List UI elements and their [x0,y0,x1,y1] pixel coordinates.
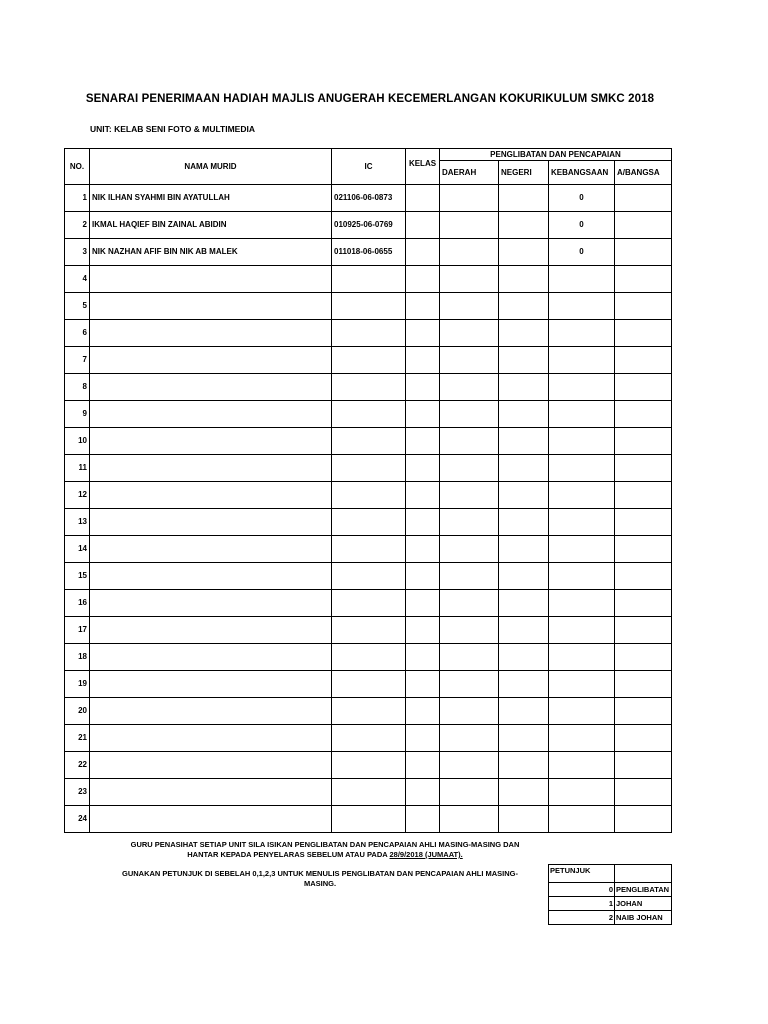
cell-negeri[interactable] [499,266,549,293]
cell-antarabangsa[interactable] [615,752,672,779]
cell-antarabangsa[interactable] [615,806,672,833]
legend-row [549,897,672,911]
note-submit-line1: GURU PENASIHAT SETIAP UNIT SILA ISIKAN PENGLIBATAN DAN PENCAPAIAN AHLI MASING-MASING DAN [130,840,520,849]
cell-ic[interactable] [332,266,406,293]
cell-negeri[interactable] [499,536,549,563]
cell-kelas[interactable] [406,725,440,752]
cell-kebangsaan[interactable] [549,509,615,536]
cell-no: 8 [65,374,90,401]
cell-kelas[interactable] [406,617,440,644]
cell-nama-murid[interactable] [90,725,332,752]
cell-no: 19 [65,671,90,698]
cell-negeri[interactable] [499,698,549,725]
cell-kelas[interactable] [406,374,440,401]
cell-no: 10 [65,428,90,455]
cell-no: 16 [65,590,90,617]
table-row [65,590,672,617]
cell-nama-murid[interactable] [90,482,332,509]
cell-ic[interactable] [332,320,406,347]
cell-no: 4 [65,266,90,293]
cell-nama-murid[interactable] [90,455,332,482]
cell-kelas[interactable] [406,590,440,617]
header-ic: IC [332,149,406,185]
cell-nama-murid[interactable] [90,320,332,347]
cell-antarabangsa[interactable] [615,347,672,374]
cell-ic[interactable] [332,806,406,833]
table-row [65,293,672,320]
cell-antarabangsa[interactable] [615,428,672,455]
cell-antarabangsa[interactable] [615,698,672,725]
cell-kebangsaan[interactable]: 0 [549,185,615,212]
cell-no: 15 [65,563,90,590]
table-row [65,617,672,644]
cell-no: 20 [65,698,90,725]
cell-daerah[interactable] [440,428,499,455]
cell-nama-murid[interactable]: IKMAL HAQIEF BIN ZAINAL ABIDIN [90,212,332,239]
cell-no: 23 [65,779,90,806]
cell-antarabangsa[interactable] [615,401,672,428]
cell-nama-murid[interactable] [90,536,332,563]
cell-no: 12 [65,482,90,509]
cell-negeri[interactable] [499,806,549,833]
cell-ic[interactable] [332,401,406,428]
cell-ic[interactable] [332,509,406,536]
cell-no: 1 [65,185,90,212]
cell-kelas[interactable] [406,212,440,239]
cell-antarabangsa[interactable] [615,779,672,806]
cell-negeri[interactable] [499,617,549,644]
cell-nama-murid[interactable] [90,374,332,401]
cell-antarabangsa[interactable] [615,320,672,347]
cell-antarabangsa[interactable] [615,293,672,320]
cell-ic[interactable] [332,779,406,806]
legend-header-empty [615,865,672,883]
cell-kebangsaan[interactable]: 0 [549,212,615,239]
cell-negeri[interactable] [499,347,549,374]
header-no: NO. [65,149,90,185]
instruction-note-legend [90,869,550,889]
legend-number: 0 [549,883,615,897]
cell-kelas[interactable] [406,806,440,833]
table-row [65,320,672,347]
cell-nama-murid[interactable] [90,293,332,320]
cell-kelas[interactable] [406,482,440,509]
cell-negeri[interactable] [499,212,549,239]
cell-negeri[interactable] [499,590,549,617]
cell-nama-murid[interactable] [90,752,332,779]
cell-nama-murid[interactable] [90,266,332,293]
table-row [65,509,672,536]
cell-daerah[interactable] [440,644,499,671]
cell-kelas[interactable] [406,401,440,428]
cell-no: 18 [65,644,90,671]
cell-negeri[interactable] [499,725,549,752]
cell-antarabangsa[interactable] [615,563,672,590]
cell-ic[interactable] [332,293,406,320]
cell-negeri[interactable] [499,428,549,455]
note-legend-line2: MASING. [303,879,337,888]
cell-kelas[interactable] [406,185,440,212]
table-row [65,671,672,698]
cell-negeri[interactable] [499,752,549,779]
cell-kebangsaan[interactable] [549,266,615,293]
cell-ic[interactable] [332,671,406,698]
table-row [65,806,672,833]
cell-nama-murid[interactable]: NIK ILHAN SYAHMI BIN AYATULLAH [90,185,332,212]
cell-kelas[interactable] [406,428,440,455]
cell-kelas[interactable] [406,536,440,563]
cell-antarabangsa[interactable] [615,374,672,401]
cell-kebangsaan[interactable] [549,671,615,698]
cell-daerah[interactable] [440,374,499,401]
legend-text: NAIB JOHAN [615,911,672,925]
cell-antarabangsa[interactable] [615,509,672,536]
cell-kebangsaan[interactable] [549,563,615,590]
cell-ic[interactable] [332,644,406,671]
cell-ic[interactable]: 011018-06-0655 [332,239,406,266]
table-row [65,698,672,725]
cell-ic[interactable] [332,374,406,401]
table-row [65,725,672,752]
cell-no: 6 [65,320,90,347]
cell-no: 5 [65,293,90,320]
cell-negeri[interactable] [499,671,549,698]
cell-antarabangsa[interactable] [615,725,672,752]
cell-kebangsaan[interactable] [549,401,615,428]
cell-daerah[interactable] [440,752,499,779]
cell-daerah[interactable] [440,185,499,212]
cell-kebangsaan[interactable] [549,698,615,725]
cell-no: 3 [65,239,90,266]
cell-daerah[interactable] [440,617,499,644]
instruction-note-submit [90,840,560,860]
cell-kebangsaan[interactable] [549,590,615,617]
cell-nama-murid[interactable] [90,428,332,455]
cell-nama-murid[interactable] [90,698,332,725]
cell-kelas[interactable] [406,779,440,806]
cell-negeri[interactable] [499,509,549,536]
cell-negeri[interactable] [499,779,549,806]
table-row [65,347,672,374]
table-row [65,563,672,590]
cell-daerah[interactable] [440,266,499,293]
cell-kelas[interactable] [406,239,440,266]
submission-deadline: 28/9/2018 (JUMAAT). [389,850,463,859]
cell-daerah[interactable] [440,671,499,698]
legend-row [549,911,672,925]
cell-nama-murid[interactable] [90,671,332,698]
cell-antarabangsa[interactable] [615,617,672,644]
header-antarabangsa: A/BANGSA [615,161,672,185]
cell-ic[interactable] [332,698,406,725]
cell-daerah[interactable] [440,725,499,752]
cell-daerah[interactable] [440,590,499,617]
cell-kelas[interactable] [406,644,440,671]
cell-kebangsaan[interactable]: 0 [549,239,615,266]
note-submit-line2: HANTAR KEPADA PENYELARAS SEBELUM ATAU PADA [187,850,388,859]
cell-negeri[interactable] [499,185,549,212]
legend-header-row [549,865,672,883]
cell-nama-murid[interactable] [90,617,332,644]
table-row [65,779,672,806]
table-row [65,212,672,239]
cell-daerah[interactable] [440,806,499,833]
cell-nama-murid[interactable]: NIK NAZHAN AFIF BIN NIK AB MALEK [90,239,332,266]
cell-daerah[interactable] [440,779,499,806]
cell-kelas[interactable] [406,752,440,779]
cell-daerah[interactable] [440,347,499,374]
cell-negeri[interactable] [499,644,549,671]
table-row [65,536,672,563]
cell-ic[interactable]: 021106-06-0873 [332,185,406,212]
cell-nama-murid[interactable] [90,779,332,806]
cell-kebangsaan[interactable] [549,455,615,482]
table-row [65,266,672,293]
table-row [65,185,672,212]
cell-no: 9 [65,401,90,428]
table-row [65,482,672,509]
cell-nama-murid[interactable] [90,644,332,671]
cell-daerah[interactable] [440,212,499,239]
cell-ic[interactable] [332,752,406,779]
cell-no: 14 [65,536,90,563]
cell-kebangsaan[interactable] [549,428,615,455]
cell-no: 7 [65,347,90,374]
cell-no: 17 [65,617,90,644]
cell-no: 13 [65,509,90,536]
cell-kelas[interactable] [406,671,440,698]
table-row [65,374,672,401]
legend-title: PETUNJUK [549,865,615,883]
cell-kelas[interactable] [406,266,440,293]
cell-kelas[interactable] [406,347,440,374]
cell-antarabangsa[interactable] [615,671,672,698]
cell-daerah[interactable] [440,509,499,536]
cell-kebangsaan[interactable] [549,644,615,671]
header-nama-murid: NAMA MURID [90,149,332,185]
cell-negeri[interactable] [499,320,549,347]
table-row [65,239,672,266]
cell-kelas[interactable] [406,320,440,347]
cell-nama-murid[interactable] [90,347,332,374]
cell-daerah[interactable] [440,401,499,428]
cell-ic[interactable] [332,347,406,374]
cell-antarabangsa[interactable] [615,644,672,671]
cell-kebangsaan[interactable] [549,374,615,401]
cell-ic[interactable] [332,428,406,455]
cell-kebangsaan[interactable] [549,617,615,644]
cell-nama-murid[interactable] [90,509,332,536]
cell-negeri[interactable] [499,239,549,266]
table-row [65,455,672,482]
cell-kelas[interactable] [406,698,440,725]
cell-kebangsaan[interactable] [549,752,615,779]
cell-no: 24 [65,806,90,833]
cell-daerah[interactable] [440,536,499,563]
cell-daerah[interactable] [440,563,499,590]
cell-nama-murid[interactable] [90,401,332,428]
cell-antarabangsa[interactable] [615,590,672,617]
cell-daerah[interactable] [440,455,499,482]
legend-number: 1 [549,897,615,911]
cell-antarabangsa[interactable] [615,482,672,509]
header-daerah: DAERAH [440,161,499,185]
page-title: SENARAI PENERIMAAN HADIAH MAJLIS ANUGERAH KECEMERLANGAN KOKURIKULUM SMKC 2018 [85,93,655,105]
cell-no: 22 [65,752,90,779]
cell-negeri[interactable] [499,374,549,401]
cell-daerah[interactable] [440,293,499,320]
header-kelas: KELAS [406,149,440,185]
cell-antarabangsa[interactable] [615,212,672,239]
cell-ic[interactable] [332,455,406,482]
cell-kebangsaan[interactable] [549,293,615,320]
cell-antarabangsa[interactable] [615,536,672,563]
cell-kebangsaan[interactable] [549,779,615,806]
cell-kebangsaan[interactable] [549,320,615,347]
legend-text: PENGLIBATAN [615,883,672,897]
cell-nama-murid[interactable] [90,590,332,617]
cell-negeri[interactable] [499,401,549,428]
cell-nama-murid[interactable] [90,563,332,590]
cell-ic[interactable] [332,725,406,752]
header-kebangsaan: KEBANGSAAN [549,161,615,185]
cell-kelas[interactable] [406,509,440,536]
cell-daerah[interactable] [440,482,499,509]
cell-ic[interactable] [332,536,406,563]
cell-ic[interactable]: 010925-06-0769 [332,212,406,239]
cell-negeri[interactable] [499,455,549,482]
cell-ic[interactable] [332,482,406,509]
cell-ic[interactable] [332,563,406,590]
cell-kebangsaan[interactable] [549,725,615,752]
table-row [65,428,672,455]
cell-antarabangsa[interactable] [615,266,672,293]
cell-kelas[interactable] [406,455,440,482]
cell-negeri[interactable] [499,293,549,320]
cell-daerah[interactable] [440,239,499,266]
cell-kebangsaan[interactable] [549,482,615,509]
cell-no: 11 [65,455,90,482]
cell-antarabangsa[interactable] [615,455,672,482]
cell-kebangsaan[interactable] [549,536,615,563]
table-row [65,644,672,671]
cell-nama-murid[interactable] [90,806,332,833]
legend-table [548,864,672,925]
table-row [65,401,672,428]
legend-text: JOHAN [615,897,672,911]
header-penglibatan-pencapaian: PENGLIBATAN DAN PENCAPAIAN [440,149,672,161]
header-negeri: NEGERI [499,161,549,185]
cell-daerah[interactable] [440,320,499,347]
legend-number: 2 [549,911,615,925]
cell-kelas[interactable] [406,293,440,320]
cell-ic[interactable] [332,590,406,617]
cell-no: 2 [65,212,90,239]
cell-kelas[interactable] [406,563,440,590]
cell-ic[interactable] [332,617,406,644]
cell-antarabangsa[interactable] [615,185,672,212]
cell-no: 21 [65,725,90,752]
unit-label: UNIT: KELAB SENI FOTO & MULTIMEDIA [90,124,255,134]
cell-daerah[interactable] [440,698,499,725]
recipient-table [64,148,672,833]
cell-negeri[interactable] [499,563,549,590]
cell-kebangsaan[interactable] [549,806,615,833]
cell-antarabangsa[interactable] [615,239,672,266]
header-row-1 [65,149,672,161]
cell-negeri[interactable] [499,482,549,509]
note-legend-line1: GUNAKAN PETUNJUK DI SEBELAH 0,1,2,3 UNTUK MENULIS PENGLIBATAN DAN PENCAPAIAN AHLI MASING- [122,869,518,878]
table-row [65,752,672,779]
cell-kebangsaan[interactable] [549,347,615,374]
legend-row [549,883,672,897]
